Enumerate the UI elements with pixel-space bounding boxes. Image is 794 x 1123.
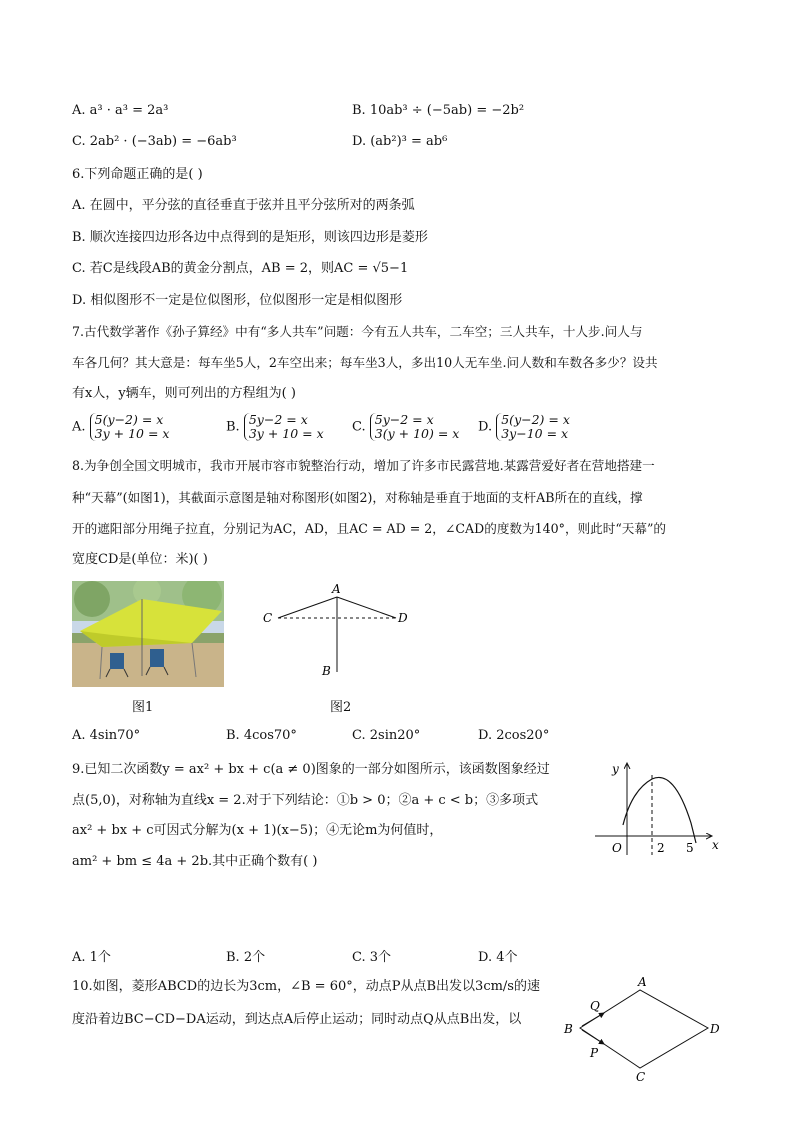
graph-label-origin: O (612, 841, 622, 855)
fig2-label-c: C (263, 611, 273, 625)
q9-line-2: 点(5,0)，对称轴为直线x = 2.对于下列结论：①b > 0；②a + c < b；③多项式 (72, 793, 539, 808)
q7-option-d-eq2: 3y−10 = x (501, 426, 569, 441)
rhombus-diagram (560, 972, 730, 1084)
q7-option-b-label: B. (226, 419, 240, 435)
q7-option-a-eq2: 3y + 10 = x (94, 426, 170, 441)
rhombus-label-c: C (636, 1070, 646, 1084)
q6-stem: 6.下列命题正确的是( ) (72, 167, 203, 182)
fig2-label-a: A (332, 582, 341, 596)
q7-option-a (72, 413, 169, 441)
figure-1-caption: 图1 (132, 700, 154, 715)
parabola-curve (623, 777, 696, 843)
rhombus-label-a: A (638, 975, 647, 989)
q9-line-4: am² + bm ≤ 4a + 2b.其中正确个数有( ) (72, 854, 318, 869)
q8-line-4: 宽度CD是(单位：米)( ) (72, 552, 208, 567)
graph-label-x: x (712, 838, 719, 852)
q8-line-2: 种“天幕”(如图1)，其截面示意图是轴对称图形(如图2)，对称轴是垂直于地面的支杆AB所在的直线，撑 (72, 490, 643, 505)
fig2-label-b: B (322, 664, 331, 678)
q6-option-c: C. 若C是线段AB的黄金分割点，AB = 2，则AC = √5−1 (72, 261, 409, 276)
q5-option-c: C. 2ab² · (−3ab) = −6ab³ (72, 134, 237, 149)
q7-option-c (352, 413, 459, 441)
q9-line-1: 9.已知二次函数y = ax² + bx + c(a ≠ 0)图象的一部分如图所示，该函数图象经过 (72, 762, 550, 777)
q9-option-c: C. 3个 (352, 950, 392, 965)
q7-line-3: 有x人，y辆车，则可列出的方程组为( ) (72, 386, 296, 401)
q9-option-d: D. 4个 (478, 950, 518, 965)
q7-option-b (226, 413, 324, 441)
parabola-graph (590, 755, 730, 863)
q7-option-a-label: A. (72, 419, 86, 435)
q7-option-b-system (244, 413, 324, 441)
q7-option-d-system (496, 413, 570, 441)
q9-option-b: B. 2个 (226, 950, 266, 965)
q10-line-2: 度沿着边BC−CD−DA运动，到达点A后停止运动；同时动点Q从点B出发，以 (72, 1012, 522, 1027)
q8-option-a: A. 4sin70° (72, 728, 141, 743)
fig2-label-d: D (398, 611, 408, 625)
q7-option-a-system (90, 413, 170, 441)
graph-label-5: 5 (686, 841, 694, 855)
q7-option-c-eq2: 3(y + 10) = x (374, 426, 460, 441)
q7-option-d (478, 413, 570, 441)
q9-option-a: A. 1个 (72, 950, 111, 965)
q5-option-b: B. 10ab³ ÷ (−5ab) = −2b² (352, 103, 525, 118)
q7-option-b-eq2: 3y + 10 = x (248, 426, 324, 441)
graph-label-y: y (612, 762, 619, 776)
q8-option-d: D. 2cos20° (478, 728, 550, 743)
q6-option-b: B. 顺次连接四边形各边中点得到的是矩形，则该四边形是菱形 (72, 230, 428, 245)
tent-photo (72, 581, 224, 687)
q7-option-d-eq1: 5(y−2) = x (501, 412, 570, 427)
q7-option-c-system (370, 413, 460, 441)
q7-line-1: 7.古代数学著作《孙子算经》中有“多人共车”问题：今有五人共车，二车空；三人共车，十人步.问人与 (72, 324, 643, 339)
rhombus-label-q: Q (590, 999, 600, 1013)
q8-line-1: 8.为争创全国文明城市，我市开展市容市貌整治行动，增加了许多市民露营地.某露营爱好者在营地搭建一 (72, 458, 655, 473)
graph-label-2: 2 (657, 841, 665, 855)
q6-option-a: A. 在圆中，平分弦的直径垂直于弦并且平分弦所对的两条弧 (72, 198, 415, 213)
q7-option-a-eq1: 5(y−2) = x (94, 412, 164, 427)
q7-option-b-eq1: 5y−2 = x (248, 412, 308, 427)
q8-line-3: 开的遮阳部分用绳子拉直，分别记为AC，AD，且AC = AD = 2，∠CAD的度数为140°，则此时“天幕”的 (72, 521, 666, 536)
figure-2-diagram (258, 580, 418, 685)
q10-line-1: 10.如图，菱形ABCD的边长为3cm，∠B = 60°，动点P从点B出发以3cm/s的速 (72, 979, 540, 994)
q5-option-a: A. a³ · a³ = 2a³ (72, 103, 169, 118)
q8-option-c: C. 2sin20° (352, 728, 421, 743)
rhombus-label-d: D (710, 1022, 720, 1036)
q7-option-c-eq1: 5y−2 = x (374, 412, 434, 427)
q6-option-d: D. 相似图形不一定是位似图形，位似图形一定是相似图形 (72, 293, 403, 308)
q7-option-d-label: D. (478, 419, 493, 435)
q7-option-c-label: C. (352, 419, 366, 435)
figure-2-caption: 图2 (330, 700, 352, 715)
q7-line-2: 车各几何？其大意是：每车坐5人，2车空出来；每车坐3人，多出10人无车坐.问人数和车数各多少？设共 (72, 355, 658, 370)
rhombus-label-b: B (564, 1022, 573, 1036)
q5-option-d: D. (ab²)³ = ab⁶ (352, 134, 448, 149)
rhombus-label-p: P (590, 1046, 599, 1060)
q9-line-3: ax² + bx + c可因式分解为(x + 1)(x−5)；④无论m为何值时， (72, 823, 443, 838)
q8-option-b: B. 4cos70° (226, 728, 297, 743)
